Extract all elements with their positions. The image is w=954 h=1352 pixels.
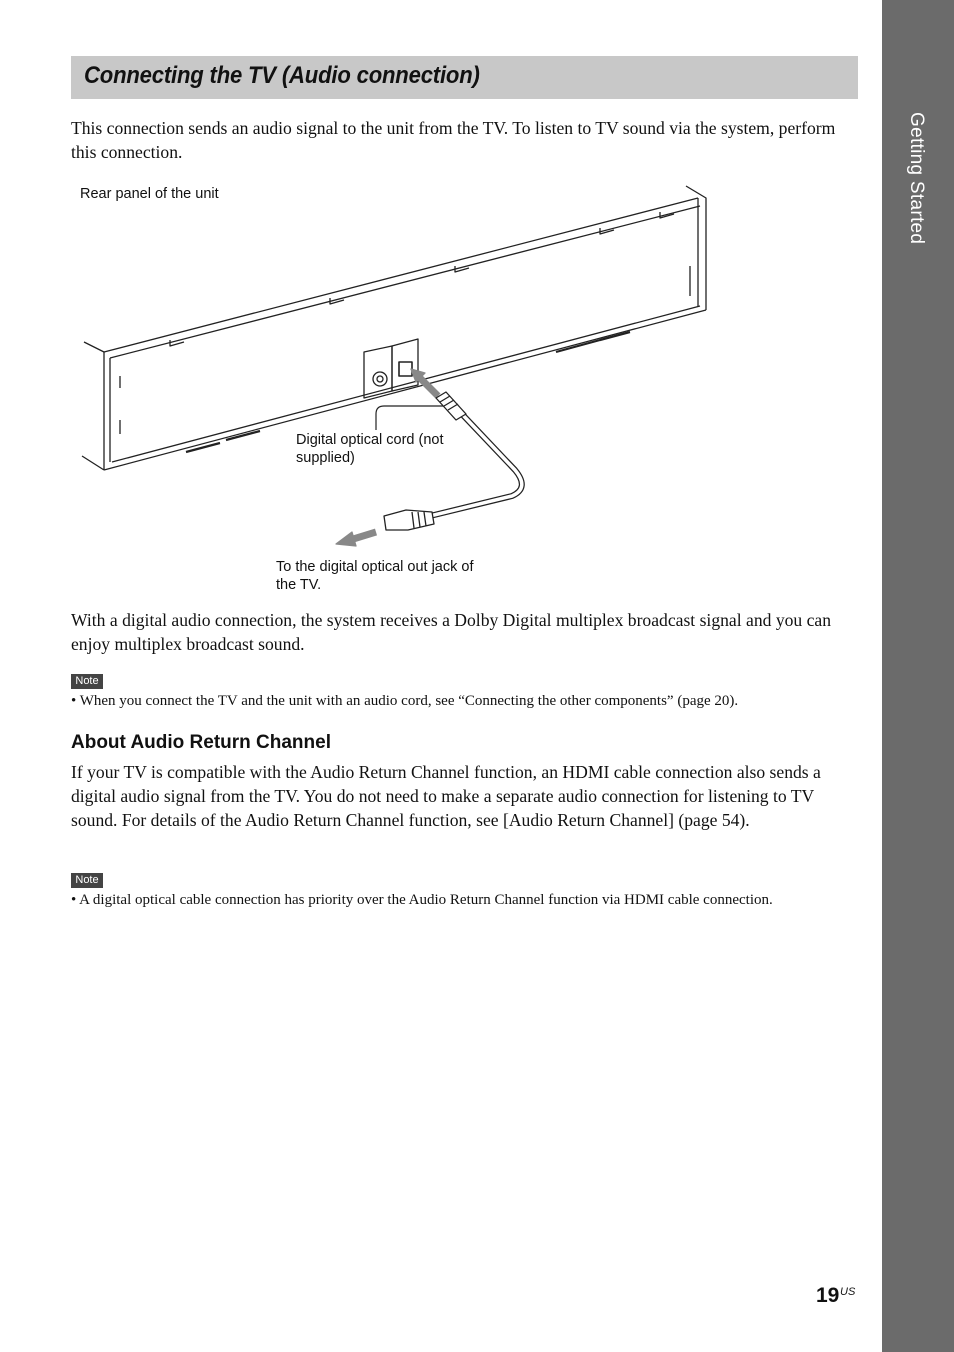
intro-paragraph: This connection sends an audio signal to the unit from the TV. To listen to TV sound via the system, perform this connection.: [71, 118, 836, 162]
optical-jack: [399, 362, 412, 376]
arc-heading: About Audio Return Channel: [71, 732, 331, 753]
side-tab-label: Getting Started: [906, 112, 927, 245]
tv-jack-label-line1: To the digital optical out jack of: [276, 559, 474, 575]
section-title: Connecting the TV (Audio connection): [84, 62, 480, 89]
note-badge: Note: [71, 674, 103, 689]
unit-top-edge: [104, 198, 698, 352]
page-number-suffix: US: [840, 1286, 856, 1298]
note-text: • When you connect the TV and the unit with an audio cord, see “Connecting the other components” (page 20).: [71, 693, 739, 709]
page-number: 19: [816, 1284, 840, 1307]
note-text: • A digital optical cable connection has priority over the Audio Return Channel function via HDMI cable connection.: [71, 892, 773, 908]
cord-plug-tv: [384, 510, 434, 530]
coaxial-jack: [373, 372, 387, 386]
unit-right-side: [686, 186, 706, 310]
note-badge: Note: [71, 873, 103, 888]
cord-label-line1: Digital optical cord (not: [296, 432, 444, 448]
arc-paragraph: If your TV is compatible with the Audio Return Channel function, an HDMI cable connection also sends a digital audio signal from the TV. You do not need to make a separate audio connection for listening to TV sound. For details of the Audio Return Channel function, see [Audio Return Channel] (page 54).: [71, 762, 821, 830]
unit-left-back: [82, 342, 104, 470]
cord-label-line2: supplied): [296, 450, 355, 466]
rear-panel-label: Rear panel of the unit: [80, 186, 219, 202]
rear-panel-connection-diagram: [0, 0, 954, 600]
digital-audio-paragraph: With a digital audio connection, the system receives a Dolby Digital multiplex broadcast signal and you can enjoy multiplex broadcast sound.: [71, 610, 832, 654]
tv-jack-label-line2: the TV.: [276, 577, 322, 593]
cord-label-leader: [376, 406, 444, 430]
